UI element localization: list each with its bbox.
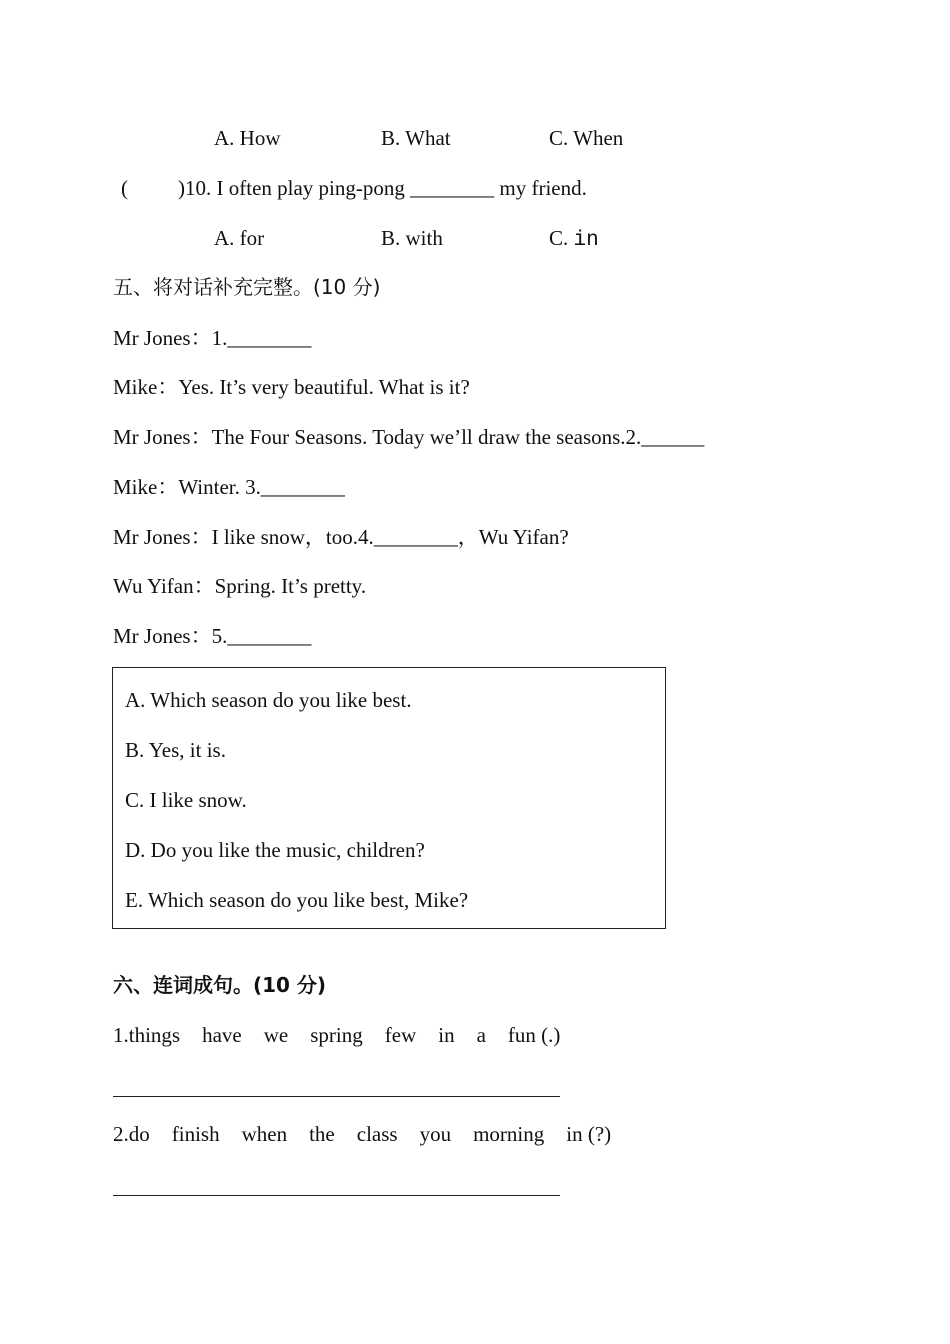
q10-question bbox=[121, 178, 587, 199]
s6-q2-word: you bbox=[419, 1122, 452, 1146]
s6-q2-number: 2. bbox=[113, 1122, 129, 1146]
s6-q2-word: morning bbox=[473, 1122, 545, 1146]
s6-q1-word: spring bbox=[310, 1023, 363, 1047]
s6-q1-word: fun (.) bbox=[507, 1023, 561, 1047]
s6-q1-word: few bbox=[384, 1023, 417, 1047]
s6-q2-answer-line[interactable] bbox=[113, 1195, 560, 1196]
s6-q2-word: when bbox=[241, 1122, 288, 1146]
dialogue-line-3: Mr Jones：The Four Seasons. Today we’ll draw the seasons.2.______ bbox=[113, 425, 705, 449]
q9-option-c: C. When bbox=[549, 126, 624, 150]
dialogue-line-1: Mr Jones：1.________ bbox=[113, 326, 312, 350]
choice-d: D. Do you like the music, children? bbox=[125, 838, 425, 862]
dialogue-line-7: Mr Jones：5.________ bbox=[113, 624, 312, 648]
choice-a: A. Which season do you like best. bbox=[125, 688, 412, 712]
s6-q1-number: 1. bbox=[113, 1023, 129, 1047]
s6-question-2 bbox=[113, 1124, 611, 1145]
s6-q1-word: a bbox=[476, 1023, 486, 1047]
s6-q1-word: things bbox=[128, 1023, 181, 1047]
dialogue-line-4: Mike：Winter. 3.________ bbox=[113, 475, 345, 499]
section5-heading: 五、将对话补充完整。(10 分) bbox=[113, 275, 381, 299]
s6-q1-word: we bbox=[263, 1023, 289, 1047]
s6-q2-word: the bbox=[309, 1122, 335, 1146]
choice-c: C. I like snow. bbox=[125, 788, 247, 812]
s6-q1-word: in bbox=[438, 1023, 455, 1047]
q10-number: 10. bbox=[185, 176, 212, 200]
s6-q2-word: do bbox=[128, 1122, 150, 1146]
choice-e: E. Which season do you like best, Mike? bbox=[125, 888, 469, 912]
dialogue-line-6: Wu Yifan：Spring. It’s pretty. bbox=[113, 574, 367, 598]
q10-text: I often play ping-pong ________ my friend. bbox=[216, 176, 587, 200]
q10-option-a: A. for bbox=[214, 226, 265, 250]
q10-option-c-value: in bbox=[573, 229, 599, 252]
q10-bracket-open: ( bbox=[121, 176, 128, 200]
s6-q2-word: class bbox=[356, 1122, 398, 1146]
q10-bracket-close: ) bbox=[178, 176, 185, 200]
dialogue-line-5: Mr Jones：I like snow，too.4.________，Wu Yifan? bbox=[113, 525, 569, 549]
q10-option-b: B. with bbox=[381, 226, 443, 250]
dialogue-line-2: Mike：Yes. It’s very beautiful. What is it? bbox=[113, 375, 470, 399]
s6-q2-word: finish bbox=[171, 1122, 220, 1146]
choice-b: B. Yes, it is. bbox=[125, 738, 226, 762]
s6-question-1 bbox=[113, 1025, 560, 1046]
q9-option-a: A. How bbox=[214, 126, 281, 150]
q10-option-c-label: C. bbox=[549, 226, 569, 250]
q10-option-c bbox=[549, 228, 599, 251]
s6-q1-word: have bbox=[202, 1023, 242, 1047]
s6-q1-answer-line[interactable] bbox=[113, 1096, 560, 1097]
q9-option-b: B. What bbox=[381, 126, 451, 150]
s6-q2-word: in (?) bbox=[566, 1122, 612, 1146]
choices-box bbox=[112, 667, 666, 929]
section6-heading: 六、连词成句。(10 分) bbox=[113, 973, 327, 997]
